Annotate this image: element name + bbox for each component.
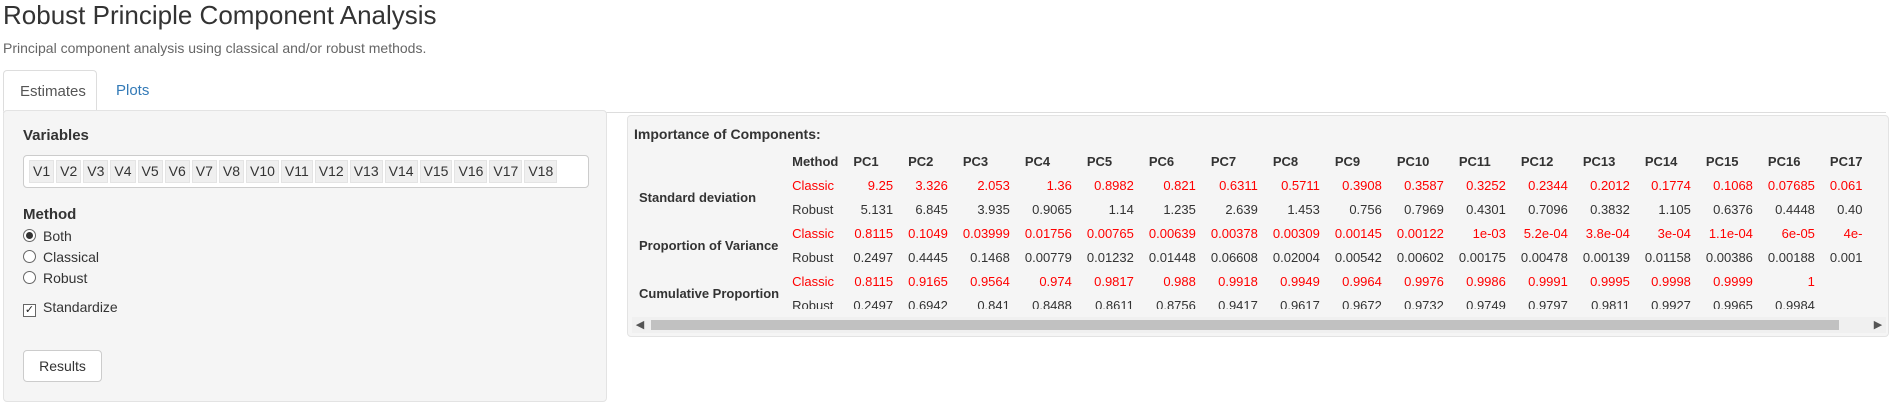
value-cell: 4e- [1843,225,1863,241]
value-cell: 0.9986 [1466,273,1506,289]
column-header: PC8 [1272,153,1299,169]
value-cell: 1.14 [1108,201,1134,217]
results-button[interactable]: Results [23,350,102,382]
table-row [634,269,1872,293]
row-label-header [634,149,787,173]
variable-chip[interactable]: V8 [219,160,244,183]
row-group-label: Proportion of Variance [639,237,779,253]
chevron-right-icon[interactable]: ▶ [1873,319,1883,331]
value-cell: 0.9999 [1713,273,1753,289]
value-cell: 0.00478 [1520,249,1568,265]
value-cell: 0.9564 [970,273,1010,289]
tab-bar [3,70,1886,113]
standardize-checkbox[interactable] [23,299,118,317]
value-cell: 0.00378 [1210,225,1258,241]
value-cell: 0.00765 [1086,225,1134,241]
method-cell: Robust [792,201,834,217]
variable-chip[interactable]: V15 [420,160,453,183]
value-cell: 0.7096 [1528,201,1568,217]
value-cell: 0.9811 [1591,297,1630,309]
method-option-label: Classical [43,249,100,265]
value-cell: 0.6311 [1219,177,1258,193]
value-cell: 0.001 [1829,249,1863,265]
value-cell: 0.9998 [1651,273,1691,289]
value-cell: 0.4445 [908,249,948,265]
value-cell: 2.639 [1225,201,1258,217]
column-header: PC13 [1582,153,1616,169]
variable-chip[interactable]: V17 [489,160,522,183]
value-cell: 0.4301 [1466,201,1506,217]
value-cell [1825,269,1873,293]
method-cell: Robust [792,297,834,309]
value-cell: 0.9995 [1590,273,1630,289]
value-cell: 0.00309 [1272,225,1320,241]
variable-chip[interactable]: V6 [165,160,190,183]
column-header: PC5 [1086,153,1113,169]
value-cell: 0.9672 [1342,297,1382,309]
value-cell: 6e-05 [1781,225,1815,241]
value-cell: 0.9965 [1713,297,1753,309]
value-cell: 0.06608 [1210,249,1258,265]
value-cell: 0.841 [977,297,1010,309]
value-cell: 3.326 [915,177,948,193]
value-cell: 0.6942 [908,297,948,309]
results-panel [627,115,1889,337]
value-cell: 0.988 [1163,273,1196,289]
column-header: PC14 [1644,153,1678,169]
value-cell: 0.2344 [1528,177,1568,193]
value-cell: 6.845 [915,201,948,217]
page-subtitle: Principal component analysis using classical and/or robust methods. [3,40,427,56]
value-cell: 0.8756 [1156,297,1196,309]
value-cell: 0.00188 [1767,249,1815,265]
variable-chip[interactable]: V18 [524,160,557,183]
value-cell: 0.01448 [1148,249,1196,265]
radio-icon[interactable] [23,271,36,284]
method-cell: Robust [792,249,834,265]
value-cell: 0.9165 [908,273,948,289]
importance-title: Importance of Components: [634,126,821,142]
value-cell: 0.3908 [1342,177,1382,193]
value-cell: 1.453 [1287,201,1320,217]
value-cell: 0.00639 [1148,225,1196,241]
value-cell: 0.00779 [1024,249,1072,265]
value-cell: 0.8488 [1032,297,1072,309]
column-header: PC16 [1767,153,1801,169]
value-cell: 0.821 [1163,177,1196,193]
importance-table [634,149,1872,309]
column-header: PC11 [1458,153,1491,169]
column-header: PC10 [1396,153,1430,169]
value-cell: 0.9417 [1218,297,1258,309]
value-cell: 2.053 [977,177,1010,193]
method-cell: Classic [792,273,835,289]
value-cell: 0.07685 [1767,177,1815,193]
standardize-label: Standardize [43,299,118,315]
method-option-robust[interactable] [23,270,87,286]
column-header: PC3 [962,153,989,169]
value-cell: 0.9749 [1466,297,1506,309]
value-cell: 1e-03 [1472,225,1506,241]
method-cell: Classic [792,225,835,241]
sidebar-panel [3,110,607,402]
value-cell: 0.8982 [1094,177,1134,193]
value-cell: 0.00386 [1705,249,1753,265]
value-cell: 5.131 [860,201,894,217]
value-cell: 0.7969 [1404,201,1444,217]
value-cell: 0.1468 [970,249,1010,265]
column-header: PC17 [1829,153,1863,169]
value-cell: 0.1068 [1713,177,1753,193]
value-cell: 0.9732 [1404,297,1444,309]
value-cell: 0.9927 [1651,297,1691,309]
value-cell: 0.9797 [1528,297,1568,309]
value-cell: 0.3832 [1590,201,1630,217]
column-header: PC1 [853,153,879,169]
table-row [634,245,1872,269]
table-row [634,197,1872,221]
value-cell: 0.2497 [853,297,894,309]
value-cell: 5.2e-04 [1523,225,1568,241]
table-header-row [634,149,1872,173]
column-header: PC4 [1024,153,1051,169]
variable-chip[interactable]: V12 [315,160,348,183]
chevron-left-icon[interactable]: ◀ [635,319,645,331]
value-cell [1825,293,1873,309]
column-header: PC15 [1705,153,1739,169]
value-cell: 9.25 [867,177,894,193]
value-cell: 0.9817 [1094,273,1134,289]
value-cell: 0.6376 [1713,201,1753,217]
value-cell: 1.235 [1163,201,1196,217]
value-cell: 0.3252 [1466,177,1506,193]
value-cell: 0.756 [1349,201,1382,217]
value-cell: 0.9949 [1280,273,1320,289]
value-cell: 0.2012 [1590,177,1630,193]
variable-chip[interactable]: V13 [350,160,383,183]
variables-multiselect[interactable] [23,155,589,188]
variable-chip[interactable]: V7 [192,160,217,183]
scrollbar-thumb[interactable] [651,320,1839,330]
importance-table-scroll[interactable] [634,149,1889,309]
value-cell: 0.00139 [1582,249,1630,265]
value-cell: 3.8e-04 [1585,225,1630,241]
variable-chip[interactable]: V3 [83,160,108,183]
value-cell: 0.03999 [962,225,1010,241]
table-row [634,293,1872,309]
value-cell: 0.40 [1837,201,1863,217]
column-header: PC12 [1520,153,1554,169]
value-cell: 0.9065 [1032,201,1072,217]
value-cell: 0.00175 [1458,249,1506,265]
value-cell: 0.01158 [1644,249,1691,265]
page-title: Robust Principle Component Analysis [3,0,437,30]
value-cell: 0.9976 [1404,273,1444,289]
horizontal-scrollbar[interactable] [632,317,1886,333]
value-cell: 0.1774 [1651,177,1691,193]
value-cell: 0.9991 [1528,273,1568,289]
tab-plots[interactable]: Plots [116,82,150,99]
value-cell: 0.9918 [1218,273,1258,289]
table-row [634,221,1872,245]
row-group-label: Standard deviation [639,189,757,205]
value-cell: 0.8115 [854,273,894,289]
column-header: PC7 [1210,153,1237,169]
value-cell: 0.02004 [1272,249,1320,265]
radio-icon[interactable] [23,250,36,263]
value-cell: 0.01756 [1024,225,1072,241]
value-cell: 0.061 [1829,177,1863,193]
value-cell: 0.8115 [854,225,894,241]
variable-chip[interactable]: V2 [56,160,81,183]
value-cell: 0.00542 [1334,249,1382,265]
value-cell: 0.4448 [1775,201,1815,217]
tab-estimates[interactable]: Estimates [3,70,97,112]
value-cell: 3e-04 [1657,225,1691,241]
value-cell: 0.00145 [1334,225,1382,241]
variable-chip[interactable]: V5 [138,160,163,183]
row-group-label: Cumulative Proportion [639,285,780,301]
method-option-label: Both [43,228,72,244]
method-option-classical[interactable] [23,249,99,265]
column-header: PC6 [1148,153,1175,169]
method-header: Method [792,153,839,169]
value-cell: 0.9617 [1280,297,1320,309]
value-cell: 1.105 [1658,201,1691,217]
method-cell: Classic [792,177,835,193]
value-cell: 0.2497 [853,249,894,265]
column-header: PC9 [1334,153,1361,169]
variable-chip[interactable]: V4 [110,160,135,183]
value-cell: 0.1049 [908,225,948,241]
variables-label: Variables [23,127,89,144]
value-cell: 0.00122 [1396,225,1444,241]
radio-icon[interactable] [23,229,36,242]
column-header: PC2 [908,153,934,169]
method-option-label: Robust [43,270,88,286]
value-cell: 1.36 [1046,177,1072,193]
value-cell: 0.9964 [1342,273,1382,289]
value-cell: 0.974 [1039,273,1072,289]
variable-chip[interactable]: V1 [29,160,54,183]
variable-chip[interactable]: V14 [385,160,418,183]
value-cell: 0.3587 [1404,177,1444,193]
method-option-both[interactable] [23,228,72,244]
value-cell: 1.1e-04 [1708,225,1753,241]
variable-chip[interactable]: V10 [246,160,279,183]
value-cell: 0.01232 [1086,249,1134,265]
value-cell: 0.9984 [1775,297,1815,309]
variable-chip[interactable]: V16 [454,160,487,183]
value-cell: 3.935 [977,201,1010,217]
value-cell: 0.00602 [1396,249,1444,265]
variable-chip[interactable]: V11 [281,160,313,183]
method-label: Method [23,206,77,223]
value-cell: 0.8611 [1095,297,1134,309]
table-row [634,173,1872,197]
value-cell: 1 [1807,273,1815,289]
value-cell: 0.5711 [1281,177,1320,193]
checkbox-checked-icon[interactable]: ✓ [24,304,35,316]
